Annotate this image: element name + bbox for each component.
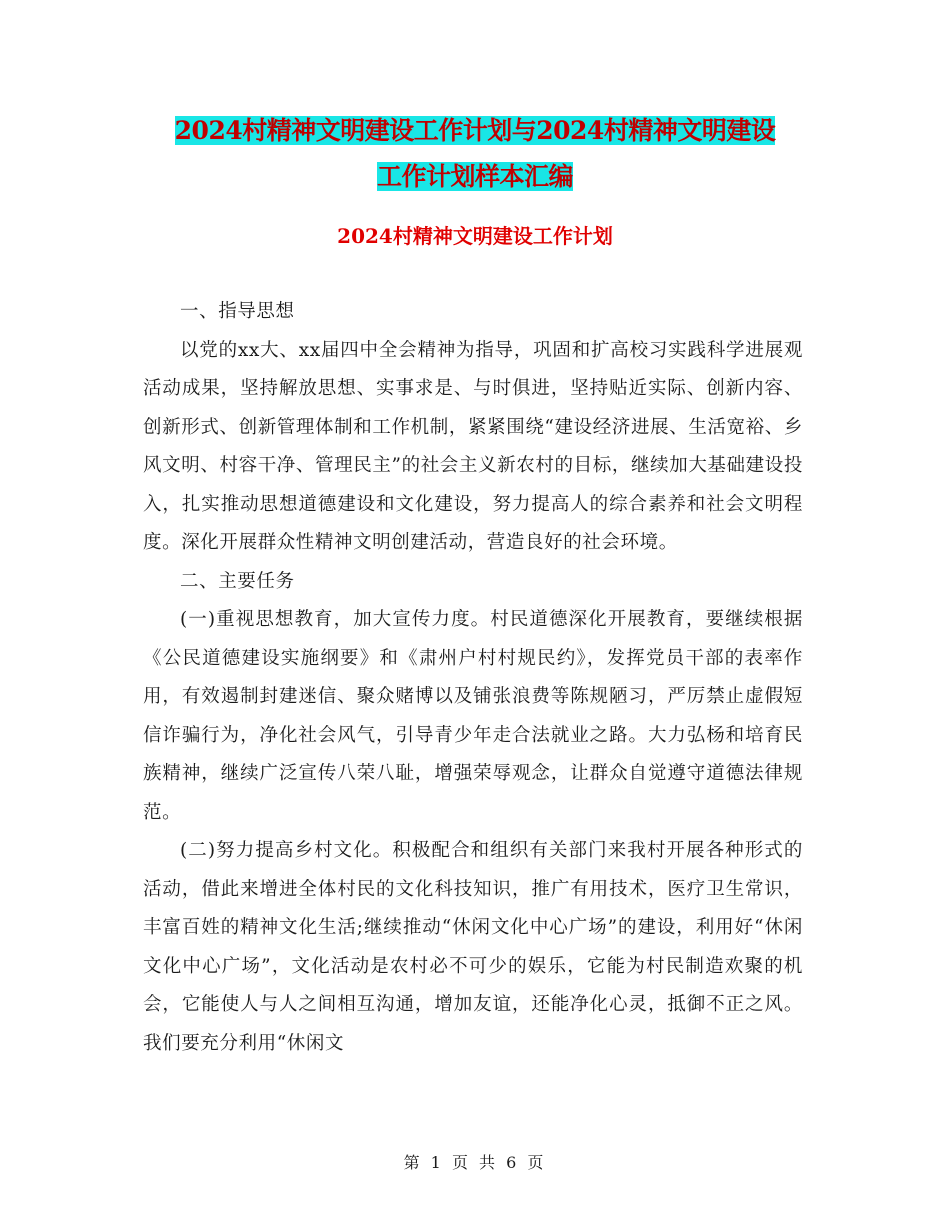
paragraph-guiding-thought: 以党的xx大、xx届四中全会精神为指导，巩固和扩高校习实践科学进展观活动成果，坚持解放思想、实事求是、与时俱进，坚持贴近实际、创新内容、创新形式、创新管理体制和工作机制，紧紧围绕“建设经济进展、生活宽裕、乡风文明、村容干净、管理民主”的社会主义新农村的目标，继续加大基础建设投入，扎实推动思想道德建设和文化建设，努力提高人的综合素养和社会文明程度。深化开展群众性精神文明创建活动，营造良好的社会环境。 [143, 339, 803, 553]
heading-main-tasks: 二、主要任务 [180, 570, 295, 592]
paragraph-task-1: (一)重视思想教育，加大宣传力度。村民道德深化开展教育，要继续根据《公民道德建设实施纲要》和《肃州户村村规民约》，发挥党员干部的表率作用，有效遏制封建迷信、聚众赌博以及铺张浪费等陈规陋习，严厉禁止虚假短信诈骗行为，净化社会风气，引导青少年走合法就业之路。大力弘杨和培育民族精神，继续广泛宣传八荣八耻，增强荣辱观念，让群众自觉遵守道德法律规范。 [143, 609, 803, 823]
section-title: 2024村精神文明建设工作计划 [337, 224, 613, 248]
document-title [140, 108, 810, 200]
heading-guiding-thought: 一、指导思想 [180, 301, 295, 322]
page-footer: 第 1 页 共 6 页 [403, 1153, 547, 1172]
title-line-2: 工作计划样本汇编 [376, 162, 573, 191]
title-line-1: 2024村精神文明建设工作计划与2024村精神文明建设 [174, 116, 776, 145]
document-body [143, 293, 803, 1063]
paragraph-task-2: (二)努力提高乡村文化。积极配合和组织有关部门来我村开展各种形式的活动，借此来增进全体村民的文化科技知识，推广有用技术，医疗卫生常识，丰富百姓的精神文化生活;继续推动“休闲文化中心广场”的建设，利用好“休闲文化中心广场”，文化活动是农村必不可少的娱乐，它能为村民制造欢聚的机会，它能使人与人之间相互沟通，增加友谊，还能净化心灵，抵御不正之风。我们要充分利用“休闲文 [143, 840, 803, 1054]
